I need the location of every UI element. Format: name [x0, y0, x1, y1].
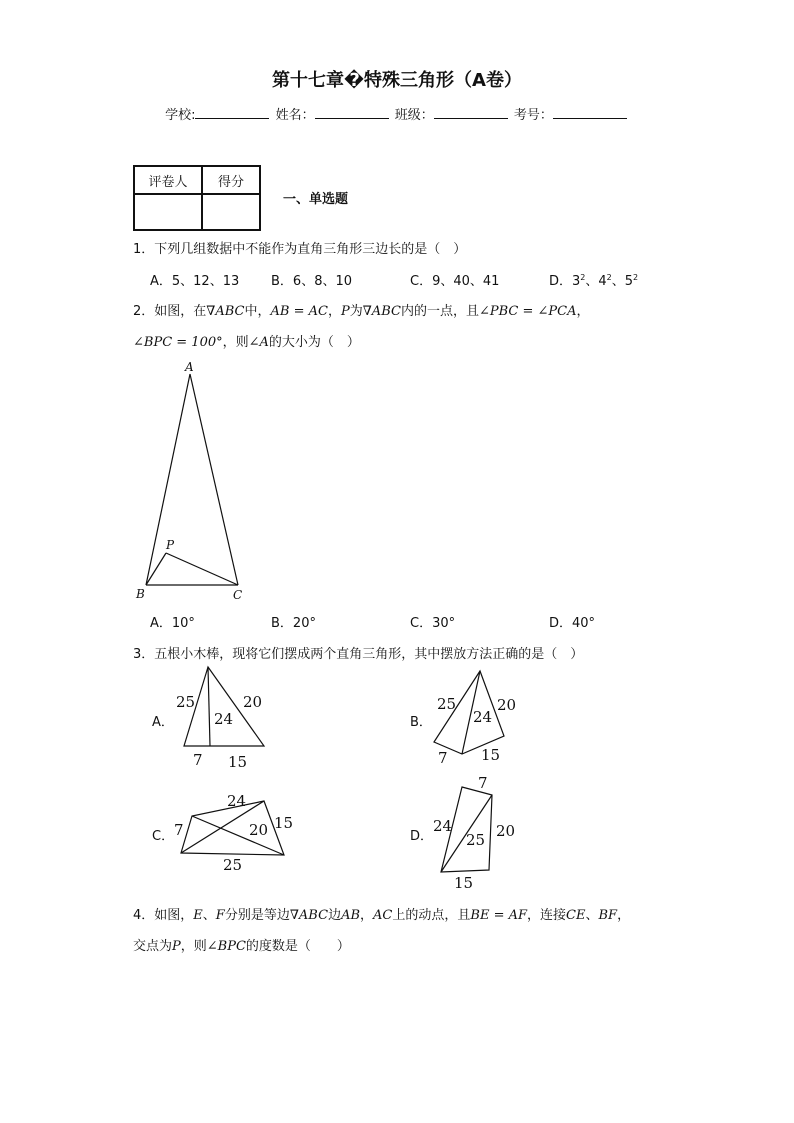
- q3a-label-24: 24: [214, 710, 234, 728]
- q3c-label-25: 25: [223, 856, 243, 874]
- q3d-label-7: 7: [478, 774, 488, 792]
- q4-comma: ，: [360, 908, 374, 923]
- q4-line2-a: 交点为: [133, 939, 173, 954]
- class-label: 班级：: [394, 108, 434, 123]
- q3-option-d[interactable]: D．: [410, 829, 434, 844]
- q4-text-d: 上的动点，且: [392, 908, 471, 923]
- q2-eq-bpc: ∠BPC = 100°: [133, 335, 223, 350]
- q3c-label-24: 24: [227, 792, 247, 810]
- q4-stem-line2: [133, 935, 350, 954]
- q1-d-prefix: D．3: [549, 274, 581, 289]
- q2-triangle-abc: ∇ABC: [206, 304, 245, 319]
- q4-bf: BF: [598, 908, 618, 923]
- q2-label-c: C: [233, 588, 243, 602]
- q2-option-c[interactable]: C．30°: [410, 616, 456, 631]
- q2-label-b: B: [136, 587, 145, 601]
- q4-stem-line1: [133, 904, 630, 923]
- q3d-label-24: 24: [433, 817, 453, 835]
- q4-sep: 、: [202, 908, 216, 923]
- number-label: 考号：: [513, 108, 553, 123]
- q4-line2-b: ，则: [180, 939, 207, 954]
- name-label: 姓名：: [275, 108, 315, 123]
- q4-sep2: 、: [585, 908, 599, 923]
- q2-text-a: 2．如图，在: [133, 304, 207, 319]
- q1-option-a[interactable]: A．5、12、13: [150, 274, 240, 289]
- grader-header: 评卷人: [134, 166, 202, 194]
- q2-eq-angles: ∠PBC = ∠PCA: [478, 304, 577, 319]
- q4-text-b: 分别是等边: [224, 908, 290, 923]
- q2-option-b[interactable]: B．20°: [271, 616, 316, 631]
- q1-d-exp3: 2: [633, 273, 639, 282]
- q4-eq: BE = AF: [470, 908, 528, 923]
- q4-ce: CE: [566, 908, 586, 923]
- q4-comma2: ，: [617, 908, 631, 923]
- page-title: 第十七章�特殊三角形（A卷）: [272, 70, 522, 91]
- score-header: 得分: [202, 166, 260, 194]
- q3-stem: 3．五根小木棒，现将它们摆成两个直角三角形，其中摆放方法正确的是（ ）: [133, 647, 584, 662]
- q1-option-c[interactable]: C．9、40、41: [410, 274, 500, 289]
- q2-option-d[interactable]: D．40°: [549, 616, 596, 631]
- q1-d-exp2: 2: [606, 273, 612, 282]
- q1-option-b[interactable]: B．6、8、10: [271, 274, 353, 289]
- q3b-label-20: 20: [497, 696, 517, 714]
- q1-d-sep2: 、5: [611, 274, 634, 289]
- q4-f: F: [215, 908, 225, 923]
- q1-d-sep1: 、4: [585, 274, 607, 289]
- q4-p: P: [172, 939, 181, 954]
- q2-text-d: 内的一点，且: [400, 304, 479, 319]
- q2-triangle-abc-2: ∇ABC: [362, 304, 401, 319]
- q4-line2-c: 的度数是（ ）: [245, 939, 350, 954]
- q1-d-exp1: 2: [580, 273, 586, 282]
- q3a-altitude: [208, 667, 210, 746]
- q2-label-p: P: [166, 538, 175, 552]
- q3a-label-15: 15: [228, 753, 248, 771]
- q2-comma2: ，: [576, 304, 590, 319]
- q3c-label-20: 20: [249, 821, 269, 839]
- q2-angle-a: ∠A: [248, 335, 269, 350]
- q4-e: E: [193, 908, 203, 923]
- q2-eq-ab-ac: AB = AC: [270, 304, 328, 319]
- q3b-label-25: 25: [437, 695, 457, 713]
- q2-label-a: A: [185, 360, 194, 374]
- q2-text-f: 的大小为（ ）: [268, 335, 360, 350]
- q3c-label-7: 7: [174, 821, 184, 839]
- q3d-label-20: 20: [496, 822, 516, 840]
- q4-text-a: 4．如图，: [133, 908, 194, 923]
- q2-text-c: 为: [349, 304, 363, 319]
- q3a-label-20: 20: [243, 693, 263, 711]
- q3c-diag1: [192, 816, 284, 855]
- q3a-label-25: 25: [176, 693, 196, 711]
- q4-triangle: ∇ABC: [289, 908, 329, 923]
- q2-point-p: P: [340, 304, 350, 319]
- q3b-label-7: 7: [438, 749, 448, 767]
- q3d-label-25: 25: [466, 831, 486, 849]
- section-title: 一、单选题: [283, 192, 349, 207]
- q2-option-a[interactable]: A．10°: [150, 616, 195, 631]
- q3b-label-24: 24: [473, 708, 493, 726]
- q3-option-c[interactable]: C．: [152, 829, 175, 844]
- q4-angle: ∠BPC: [206, 939, 246, 954]
- q2-text-e: ，则: [222, 335, 249, 350]
- school-label: 学校:: [165, 108, 196, 123]
- q1-stem: 1．下列几组数据中不能作为直角三角形三边长的是（ ）: [133, 242, 467, 257]
- q3c-label-15: 15: [274, 814, 294, 832]
- q3d-label-15: 15: [454, 874, 474, 892]
- q3a-label-7: 7: [193, 751, 203, 769]
- q3-option-a[interactable]: A．: [152, 715, 174, 730]
- q4-ac: AC: [373, 908, 393, 923]
- q3-option-b[interactable]: B．: [410, 715, 432, 730]
- q2-text-b: 中，: [244, 304, 271, 319]
- q4-text-c: 边: [328, 908, 342, 923]
- q3b-label-15: 15: [481, 746, 501, 764]
- q4-ab: AB: [341, 908, 361, 923]
- q4-text-e: ，连接: [527, 908, 567, 923]
- q2-comma1: ，: [327, 304, 341, 319]
